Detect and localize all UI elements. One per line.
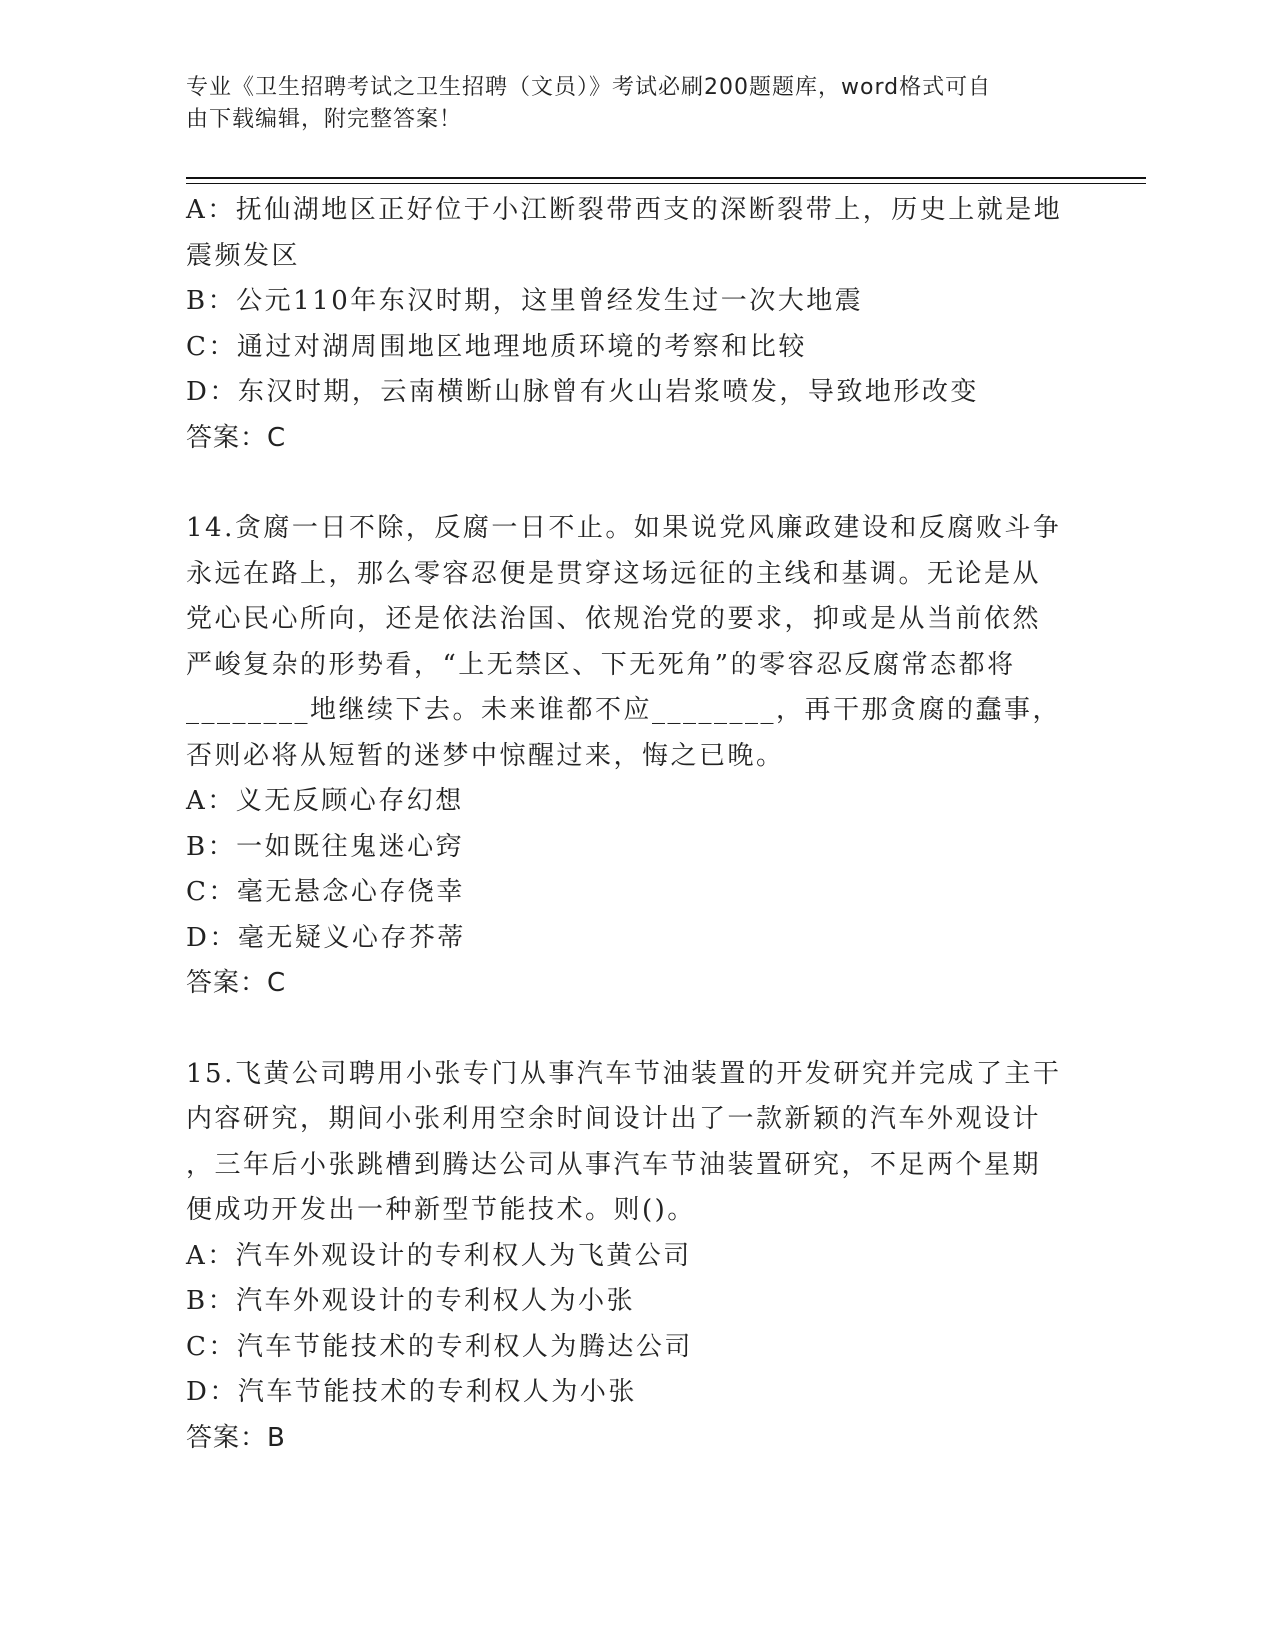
- q13-option-a-line-2: 震频发区: [186, 240, 301, 271]
- question-spacer: [186, 461, 1066, 506]
- q14-stem-line-2: 永远在路上，那么零容忍便是贯穿这场远征的主线和基调。无论是从: [186, 558, 1042, 589]
- q14-option-b: B：一如既往鬼迷心窍: [186, 831, 465, 862]
- q15-option-b: B：汽车外观设计的专利权人为小张: [186, 1286, 636, 1316]
- q13-option-c: C：通过对湖周围地区地理地质环境的考察和比较: [186, 331, 807, 362]
- question-14: [186, 506, 1066, 1007]
- q14-option-c: C：毫无悬念心存侥幸: [186, 877, 465, 907]
- q15-stem-line-2: 内容研究，期间小张利用空余时间设计出了一款新颖的汽车外观设计: [186, 1104, 1042, 1134]
- q15-stem-line-3: ，三年后小张跳槽到腾达公司从事汽车节油装置研究，不足两个星期: [186, 1149, 1042, 1180]
- q14-option-a: A：义无反顾心存幻想: [186, 786, 464, 816]
- header-line-1: 专业《卫生招聘考试之卫生招聘（文员）》考试必刷200题题库，word格式可自: [186, 75, 992, 100]
- question-spacer: [186, 1007, 1066, 1052]
- q15-option-c: C：汽车节能技术的专利权人为腾达公司: [186, 1331, 693, 1362]
- q14-answer: 答案：C: [186, 968, 287, 998]
- q14-stem-line-6: 否则必将从短暂的迷梦中惊醒过来，悔之已晚。: [186, 740, 785, 771]
- q13-option-d: D：东汉时期，云南横断山脉曾有火山岩浆喷发，导致地形改变: [186, 377, 979, 407]
- q13-answer: 答案：C: [186, 422, 287, 453]
- q13-option-a-line-1: A：抚仙湖地区正好位于小江断裂带西支的深断裂带上，历史上就是地: [186, 195, 1063, 225]
- q14-stem-line-5: ________地继续下去。未来谁都不应________，再干那贪腐的蠢事，: [186, 695, 1062, 725]
- q14-stem-line-1: 14.贪腐一日不除，反腐一日不止。如果说党风廉政建设和反腐败斗争: [186, 513, 1062, 543]
- q14-stem-line-3: 党心民心所向，还是依法治国、依规治党的要求，抑或是从当前依然: [186, 604, 1042, 634]
- header-rule-thick: [186, 177, 1146, 179]
- document-header: [186, 72, 1066, 136]
- header-line-2: 由下载编辑，附完整答案！: [186, 107, 463, 132]
- q15-stem-line-1: 15.飞黄公司聘用小张专门从事汽车节油装置的开发研究并完成了主干: [186, 1058, 1062, 1089]
- header-rule-thin: [186, 183, 1146, 184]
- question-15: [186, 1052, 1066, 1462]
- q14-stem-line-4: 严峻复杂的形势看，“上无禁区、下无死角”的零容忍反腐常态都将: [186, 649, 1016, 680]
- q15-stem-line-4: 便成功开发出一种新型节能技术。则()。: [186, 1195, 696, 1225]
- q13-option-b: B：公元110年东汉时期，这里曾经发生过一次大地震: [186, 286, 864, 316]
- question-13-options: [186, 188, 1066, 461]
- q15-option-d: D：汽车节能技术的专利权人为小张: [186, 1377, 637, 1407]
- q14-option-d: D：毫无疑义心存芥蒂: [186, 922, 466, 953]
- document-body: [186, 188, 1066, 1461]
- q15-answer: 答案：B: [186, 1422, 286, 1453]
- q15-option-a: A：汽车外观设计的专利权人为飞黄公司: [186, 1240, 692, 1271]
